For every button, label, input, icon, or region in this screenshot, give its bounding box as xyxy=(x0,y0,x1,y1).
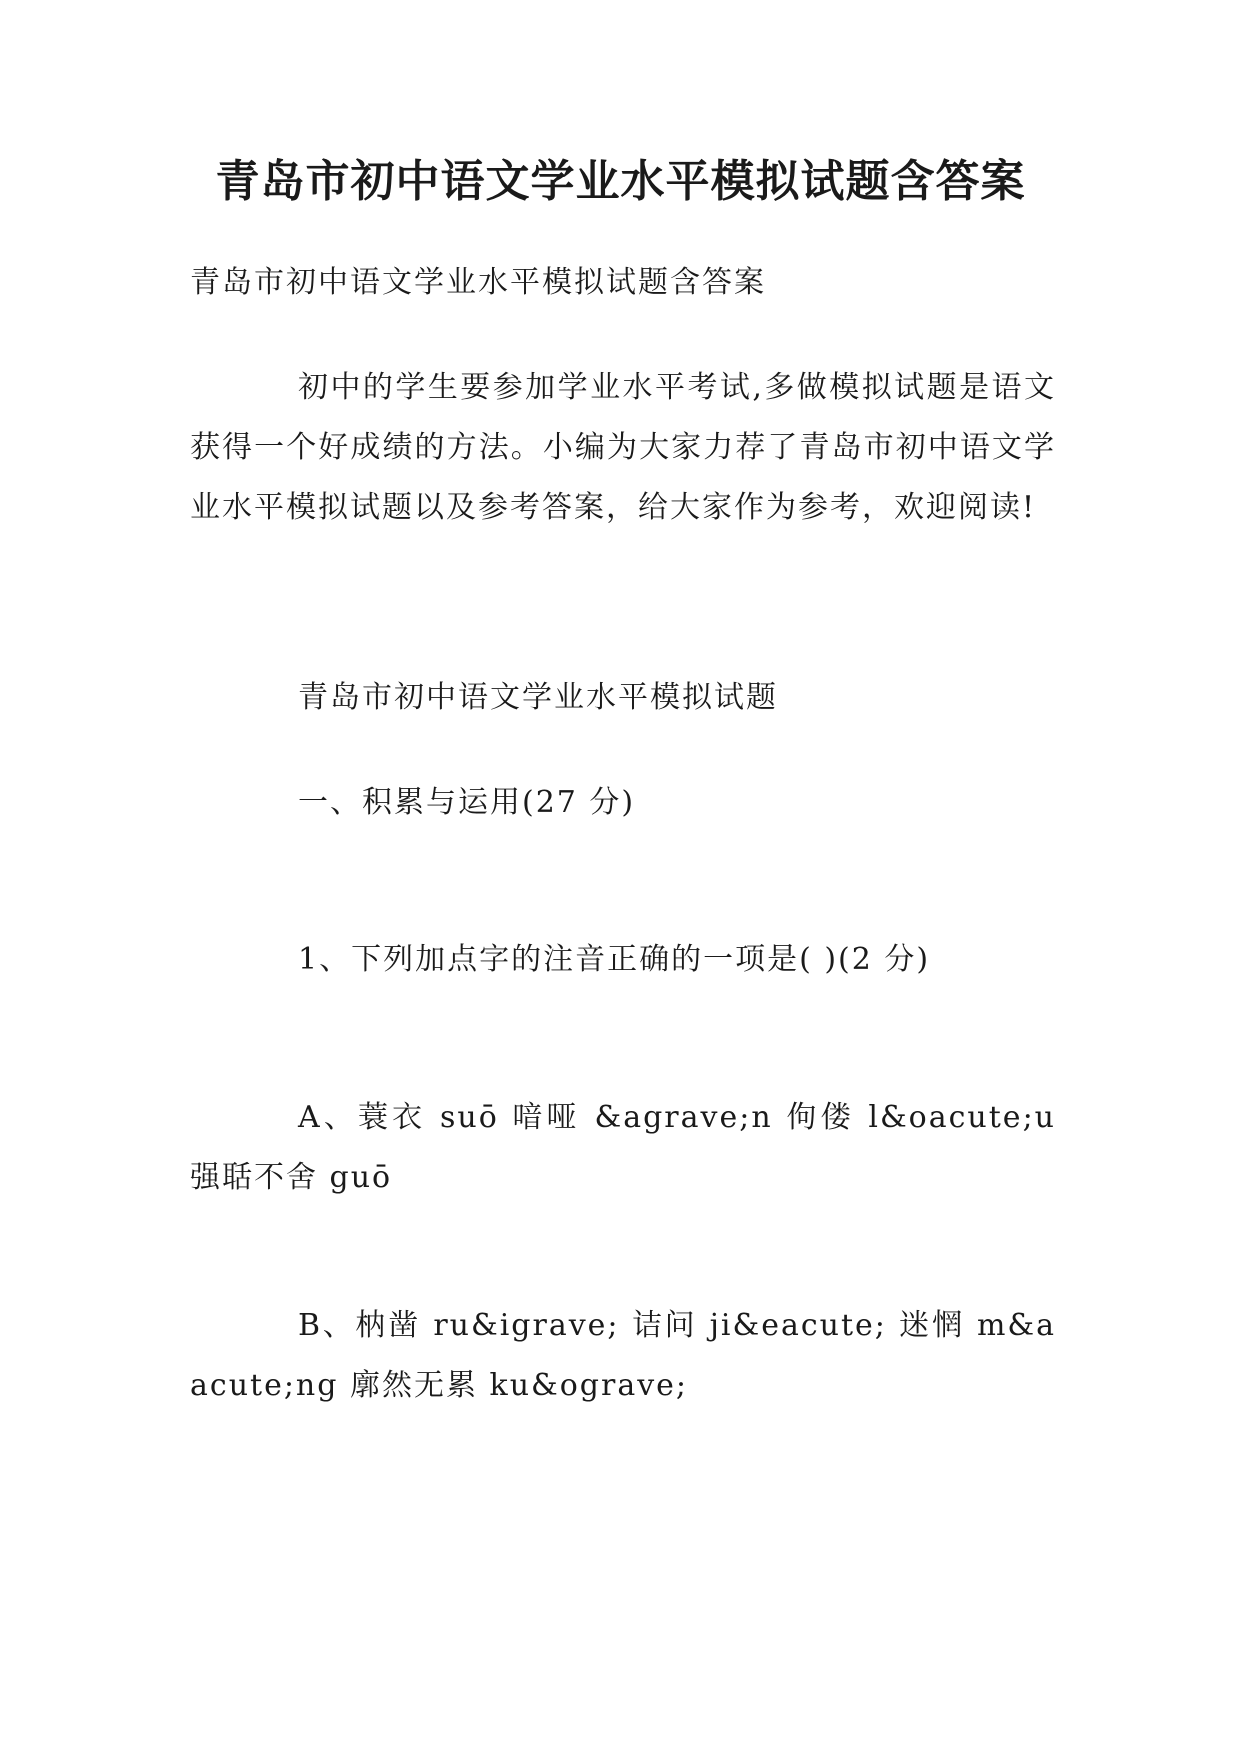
section-heading: 青岛市初中语文学业水平模拟试题 xyxy=(298,680,778,715)
intro-paragraph: 初中的学生要参加学业水平考试,多做模拟试题是语文获得一个好成绩的方法。小编为大家力荐了青岛市初中语文学业水平模拟试题以及参考答案，给大家作为参考，欢迎阅读! xyxy=(190,370,1056,525)
question-1: 1、下列加点字的注音正确的一项是( )(2 分) xyxy=(298,942,931,977)
option-b: B、枘凿 ru&igrave; 诘问 ji&eacute; 迷惘 m&aacute;ng 廓然无累 ku&ograve; xyxy=(190,1308,1056,1403)
part-one-heading: 一、积累与运用(27 分) xyxy=(298,785,636,820)
document-title: 青岛市初中语文学业水平模拟试题含答案 xyxy=(215,156,1026,207)
option-a: A、蓑衣 suō 喑哑 &agrave;n 佝偻 l&oacute;u 强聒不舍 guō xyxy=(190,1100,1056,1195)
document-subtitle: 青岛市初中语文学业水平模拟试题含答案 xyxy=(190,265,766,300)
